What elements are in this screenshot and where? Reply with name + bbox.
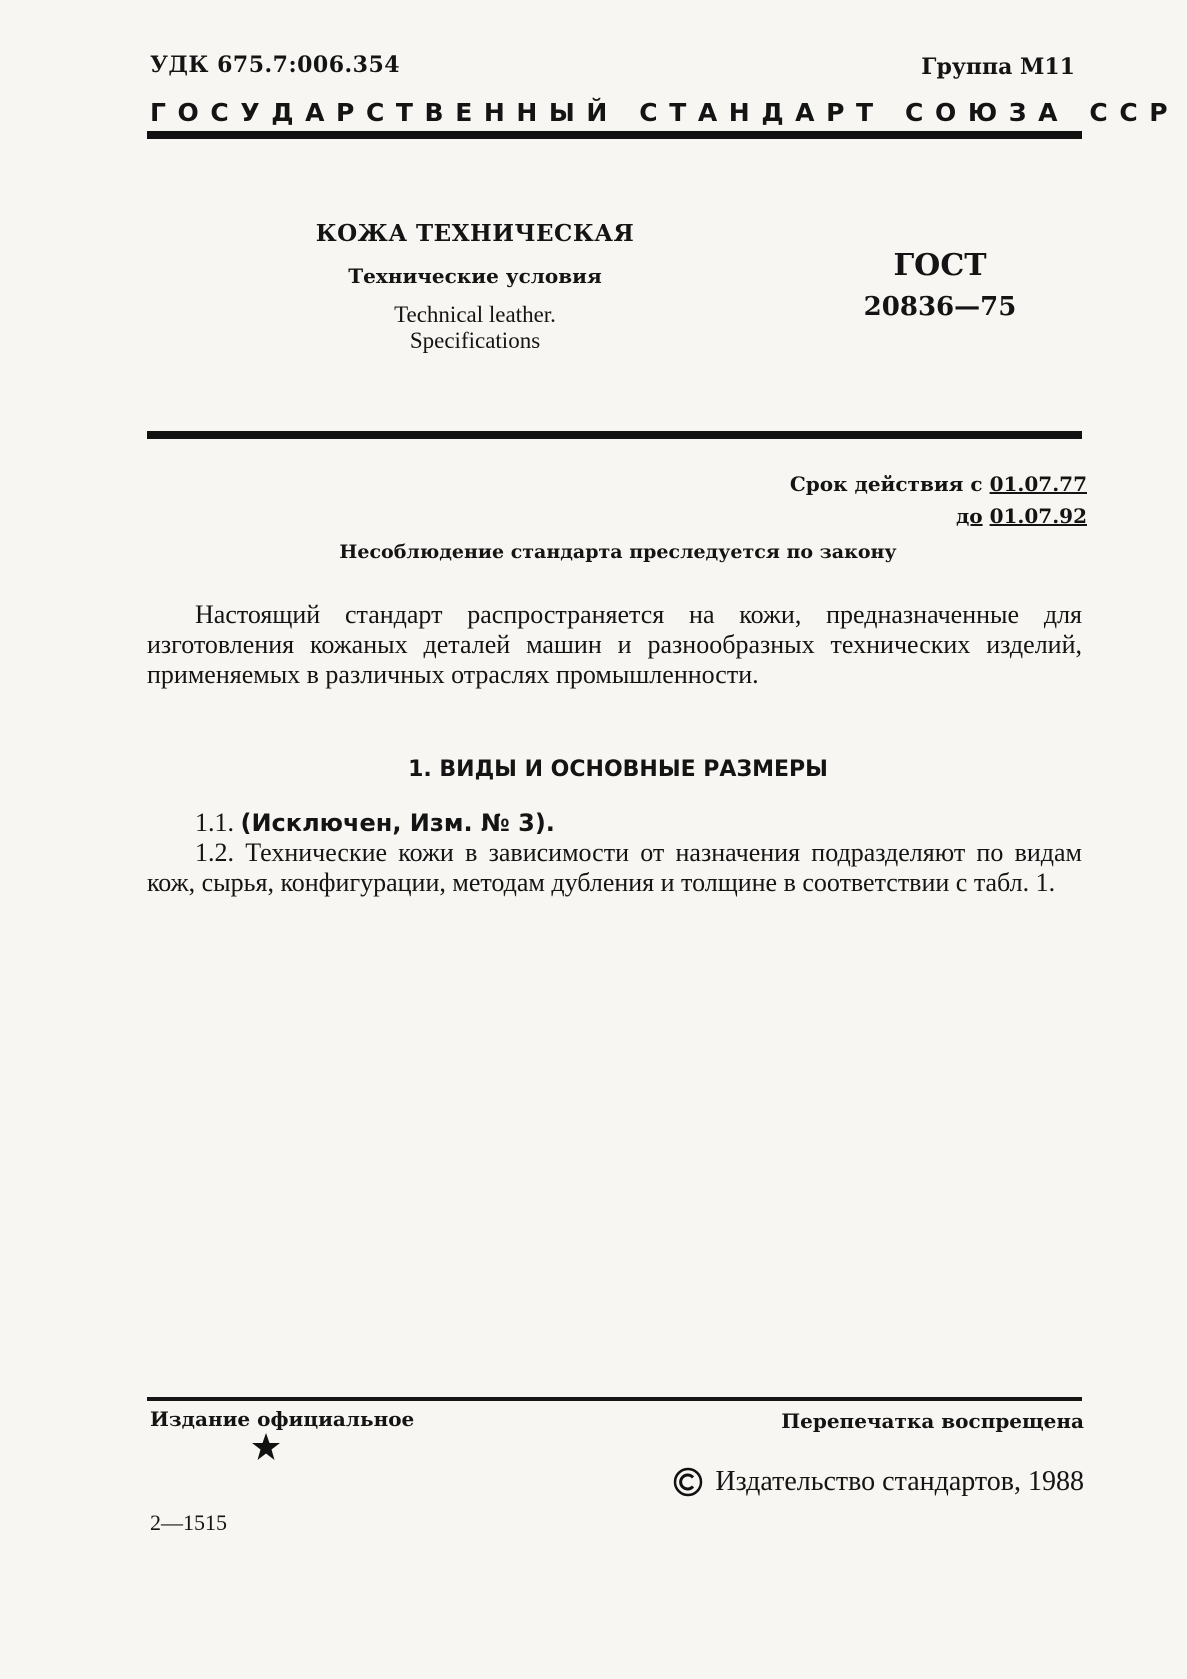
star-icon (251, 1432, 281, 1467)
gost-number: 20836—75 (863, 292, 1017, 322)
clause-1-2: 1.2. Технические кожи в зависимости от назначения подразделяют по видам кож, сырья, конфигурации, методам дубления и толщине в соответствии с табл. 1. (147, 838, 1082, 897)
header-rule (147, 131, 1082, 139)
copyright-text: Издательство стандартов, 1988 (715, 1466, 1084, 1497)
validity-to-date: 01.07.92 (989, 504, 1087, 528)
document-title: КОЖА ТЕХНИЧЕСКАЯ (315, 220, 635, 247)
law-notice: Несоблюдение стандарта преследуется по закону (339, 541, 897, 563)
copyright-line (673, 1466, 1084, 1498)
title-rule (147, 431, 1082, 439)
group-code: Группа М11 (921, 54, 1075, 80)
english-title-line1: Technical leather. (394, 302, 556, 327)
english-title-line2: Specifications (409, 328, 541, 353)
reprint-prohibited: Перепечатка воспрещена (781, 1409, 1084, 1433)
validity-from (790, 468, 1087, 500)
official-edition: Издание официальное (150, 1407, 415, 1431)
clause-1-1 (195, 808, 555, 838)
footer-rule (147, 1397, 1082, 1401)
print-code: 2—1515 (150, 1510, 227, 1535)
gost-label: ГОСТ (893, 248, 987, 283)
section-1-heading: 1. ВИДЫ И ОСНОВНЫЕ РАЗМЕРЫ (408, 757, 828, 782)
clause-1-1-text: (Исключен, Изм. № 3). (240, 809, 555, 837)
validity-from-prefix: Срок действия с (789, 472, 983, 496)
validity-to (790, 500, 1087, 532)
document-subtitle: Технические условия (348, 264, 602, 288)
state-standard-heading: ГОСУДАРСТВЕННЫЙ СТАНДАРТ СОЮЗА ССР (150, 98, 1180, 127)
clause-1-1-number: 1.1. (195, 808, 234, 837)
copyright-icon (673, 1467, 703, 1497)
validity-period (790, 468, 1087, 532)
udk-code: УДК 675.7:006.354 (150, 52, 401, 78)
validity-to-prefix: до (955, 504, 983, 528)
validity-from-date: 01.07.77 (989, 472, 1087, 496)
document-title-english (300, 302, 650, 354)
intro-paragraph: Настоящий стандарт распространяется на кожи, предназначенные для изготовления кожаных деталей машин и разнообразных технических изделий, применяемых в различных отраслях промышленности. (147, 600, 1082, 689)
